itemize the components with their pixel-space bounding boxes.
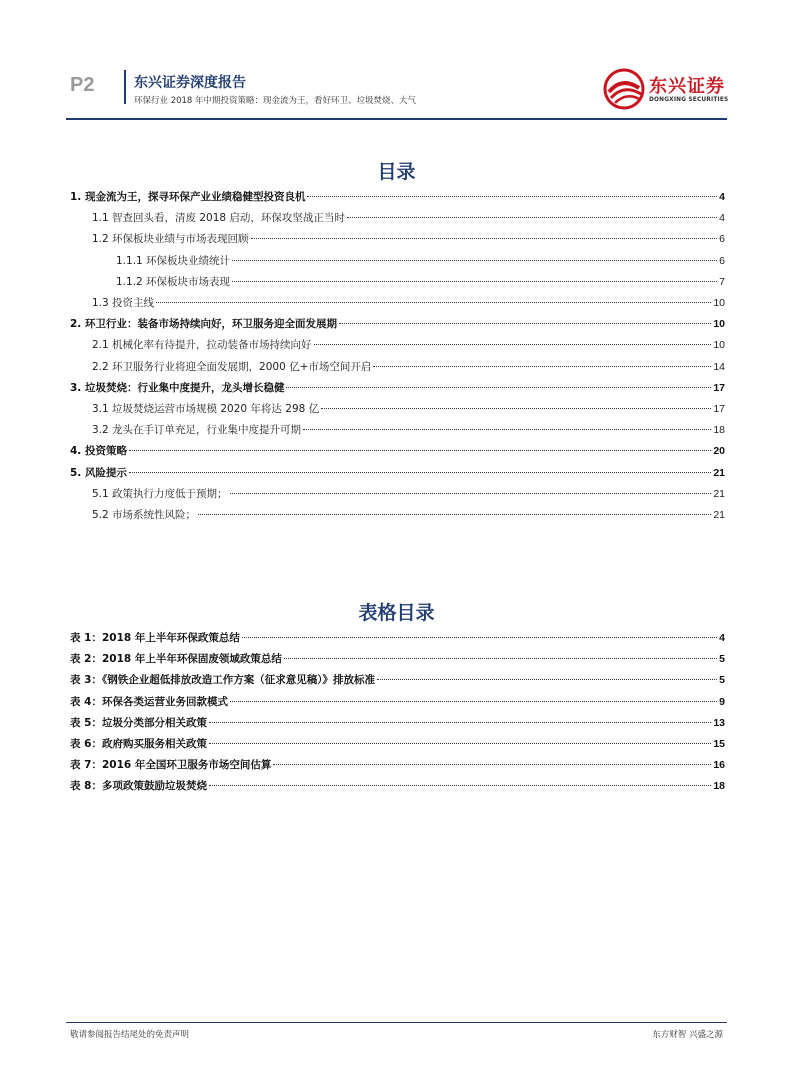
toc-entry-page: 18 (713, 424, 725, 436)
page-number: P2 (70, 74, 95, 96)
toc-entry-page: 20 (713, 445, 725, 457)
toc-entry-label: 1. 现金流为王，探寻环保产业业绩稳健型投资良机 (70, 191, 306, 203)
leader-dots (303, 429, 711, 430)
leader-dots (286, 387, 711, 388)
toc-entry-page: 6 (719, 255, 725, 267)
table-entry-page: 15 (713, 738, 725, 750)
toc-entry-page: 21 (713, 467, 725, 479)
toc-entry-label: 1.2 环保板块业绩与市场表现回顾 (92, 233, 249, 245)
footer-rule (66, 1022, 727, 1023)
header-divider (124, 70, 126, 104)
toc-entry[interactable] (92, 231, 725, 247)
dongxing-logo-icon (603, 68, 647, 110)
leader-dots (198, 514, 711, 515)
toc-entry[interactable] (92, 486, 725, 502)
toc-entry-page: 21 (713, 509, 725, 521)
leader-dots (156, 302, 711, 303)
toc-entry-label: 1.1.1 环保板块业绩统计 (116, 255, 231, 267)
toc-entry-page: 14 (713, 361, 725, 373)
table-entry-label: 表 4：环保各类运营业务回款模式 (70, 696, 228, 708)
report-title: 东兴证券深度报告 (134, 75, 246, 91)
logo-name-cn: 东兴证券 (649, 76, 725, 97)
toc-entry-label: 5. 风险提示 (70, 467, 127, 479)
table-entry-page: 16 (713, 759, 725, 771)
table-entry[interactable] (70, 736, 725, 752)
leader-dots (284, 658, 717, 659)
tables-title: 表格目录 (358, 602, 435, 624)
leader-dots (129, 450, 711, 451)
table-entry-page: 18 (713, 780, 725, 792)
toc-entry-label: 5.1 政策执行力度低于预期； (92, 488, 228, 500)
table-entry[interactable] (70, 630, 725, 646)
toc-entry[interactable] (70, 380, 725, 396)
leader-dots (347, 217, 717, 218)
toc-entry[interactable] (92, 295, 725, 311)
leader-dots (251, 238, 718, 239)
table-entry[interactable] (70, 694, 725, 710)
leader-dots (230, 493, 712, 494)
footer-disclaimer: 敬请参阅报告结尾处的免责声明 (70, 1030, 190, 1040)
leader-dots (339, 323, 711, 324)
table-entry[interactable] (70, 757, 725, 773)
table-entry[interactable] (70, 778, 725, 794)
toc-entry[interactable] (70, 465, 725, 481)
toc-entry-page: 10 (713, 297, 725, 309)
table-entry-label: 表 5：垃圾分类部分相关政策 (70, 717, 207, 729)
toc-entry-page: 4 (719, 212, 725, 224)
leader-dots (307, 196, 717, 197)
report-subtitle: 环保行业 2018 年中期投资策略：现金流为王，看好环卫、垃圾焚烧、大气 (134, 96, 417, 106)
leader-dots (232, 281, 717, 282)
leader-dots (321, 408, 711, 409)
logo-name-en: DONGXING SECURITIES (649, 97, 729, 103)
toc-title: 目录 (377, 161, 416, 183)
toc-entry[interactable] (92, 422, 725, 438)
toc-entry-page: 17 (713, 382, 725, 394)
toc-entry-page: 21 (713, 488, 725, 500)
table-entry[interactable] (70, 672, 725, 688)
table-entry[interactable] (70, 715, 725, 731)
toc-entry[interactable] (116, 253, 725, 269)
leader-dots (129, 472, 711, 473)
toc-entry-label: 2.1 机械化率有待提升，拉动装备市场持续向好 (92, 339, 312, 351)
toc-entry-label: 2. 环卫行业：装备市场持续向好，环卫服务迎全面发展期 (70, 318, 337, 330)
table-entry-label: 表 1：2018 年上半年环保政策总结 (70, 632, 240, 644)
toc-entry-label: 2.2 环卫服务行业将迎全面发展期，2000 亿+市场空间开启 (92, 361, 372, 373)
toc-entry-page: 10 (713, 339, 725, 351)
leader-dots (242, 637, 717, 638)
toc-entry[interactable] (92, 210, 725, 226)
toc-entry-page: 17 (713, 403, 725, 415)
toc-entry-page: 6 (719, 233, 725, 245)
leader-dots (209, 743, 711, 744)
table-entry-page: 5 (719, 653, 725, 665)
table-entry-label: 表 7：2016 年全国环卫服务市场空间估算 (70, 759, 272, 771)
toc-entry-label: 5.2 市场系统性风险； (92, 509, 197, 521)
toc-entry-label: 1.1 智查回头看，清废 2018 启动，环保攻坚战正当时 (92, 212, 345, 224)
toc-entry-page: 4 (719, 191, 725, 203)
table-entry-page: 9 (719, 696, 725, 708)
leader-dots (232, 260, 717, 261)
company-logo (603, 68, 733, 110)
toc-entry[interactable] (92, 359, 725, 375)
table-entry[interactable] (70, 651, 725, 667)
toc-entry[interactable] (92, 401, 725, 417)
toc-entry[interactable] (70, 189, 725, 205)
toc-entry[interactable] (70, 316, 725, 332)
table-entry-label: 表 3：《钢铁企业超低排放改造工作方案（征求意见稿）》排放标准 (70, 674, 375, 686)
leader-dots (314, 344, 712, 345)
toc-entry[interactable] (92, 507, 725, 523)
leader-dots (209, 785, 711, 786)
table-entry-label: 表 8：多项政策鼓励垃圾焚烧 (70, 780, 207, 792)
page-header (0, 0, 793, 125)
toc-entry-label: 3. 垃圾焚烧：行业集中度提升，龙头增长稳健 (70, 382, 285, 394)
toc-entry-label: 4. 投资策略 (70, 445, 127, 457)
header-rule (66, 118, 727, 120)
toc-entry[interactable] (116, 274, 725, 290)
table-entry-page: 13 (713, 717, 725, 729)
toc-entry-label: 1.1.2 环保板块市场表现 (116, 276, 231, 288)
toc-entry-label: 1.3 投资主线 (92, 297, 155, 309)
leader-dots (230, 701, 717, 702)
table-entry-page: 4 (719, 632, 725, 644)
leader-dots (273, 764, 711, 765)
leader-dots (373, 366, 711, 367)
toc-entry[interactable] (92, 337, 725, 353)
toc-entry[interactable] (70, 443, 725, 459)
toc-entry-page: 10 (713, 318, 725, 330)
table-entry-page: 5 (719, 674, 725, 686)
leader-dots (377, 679, 717, 680)
toc-entry-label: 3.2 龙头在手订单充足，行业集中度提升可期 (92, 424, 302, 436)
table-entry-label: 表 6：政府购买服务相关政策 (70, 738, 207, 750)
leader-dots (209, 722, 711, 723)
footer-slogan: 东方财智 兴盛之源 (652, 1030, 723, 1040)
toc-entry-page: 7 (719, 276, 725, 288)
table-entry-label: 表 2：2018 年上半年环保固废领域政策总结 (70, 653, 282, 665)
toc-entry-label: 3.1 垃圾焚烧运营市场规模 2020 年将达 298 亿 (92, 403, 320, 415)
